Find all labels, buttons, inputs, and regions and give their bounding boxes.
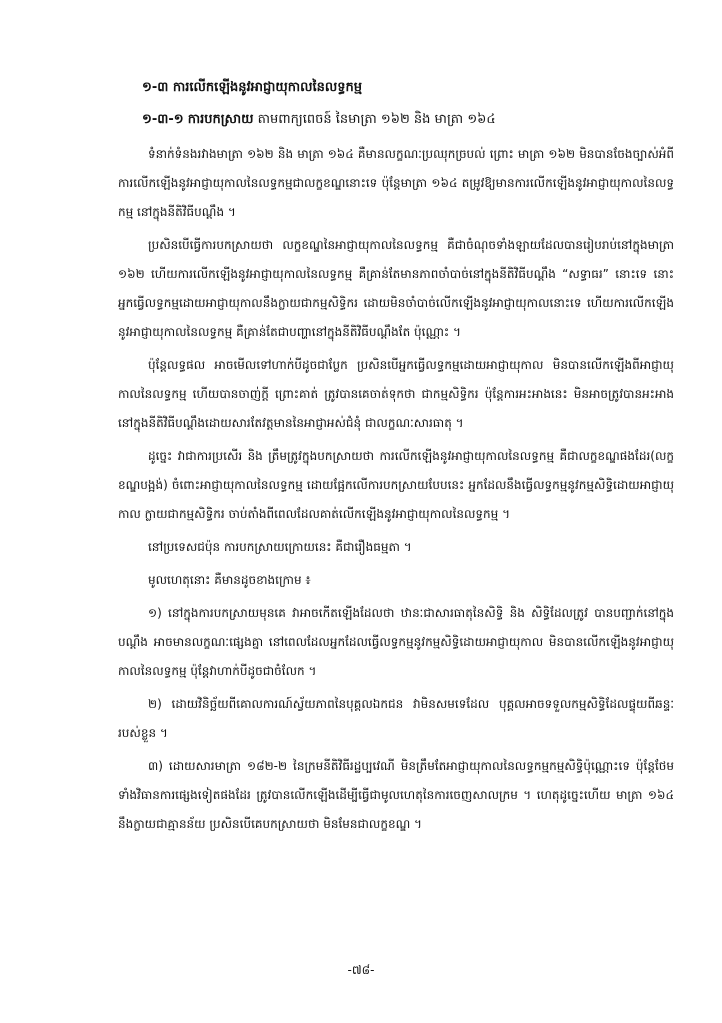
page-content [118, 78, 674, 843]
list-item: ២) ដោយវិនិច្ឆ័យពីគោលការណ៍ស្វ័យភាពនៃបុគ្គលឯកជន វាមិនសមទេដែល បុគ្គលអាចទទួលកម្មសិទ្ធិដែលផ្ទុយពីឆន្ទៈរបស់ខ្លួន ។ [118, 697, 674, 740]
section-heading: ១-៣ ការលើកឡើងនូវអាជ្ញាយុកាលនៃលទ្ធកម្ម [142, 80, 363, 95]
list-item: ១) នៅក្នុងការបកស្រាយមុនគេ វាអាចកើតឡើងដែលថា ឋានៈជាសារធាតុនៃសិទ្ធិ និង សិទ្ធិដែលត្រូវ បានបញ្ជាក់នៅក្នុងបណ្តឹង អាចមានលក្ខណៈផ្សេងគ្នា នៅពេលដែលអ្នកដែលធ្វើលទ្ធកម្មនូវកម្មសិទ្ធិដោយអាជ្ញាយុកាល មិនបានលើកឡើងនូវអាជ្ញាយុកាលនៃលទ្ធកម្ម ប៉ុន្តែវាហាក់បីដូចជាចំលែក ។ [118, 606, 674, 678]
subsection-heading [142, 110, 674, 130]
paragraph: នៅប្រទេសជប៉ុន ការបកស្រាយក្រោយនេះ គឺជារឿងធម្មតា ។ [148, 540, 412, 554]
paragraph: ដូច្នេះ វាជាការប្រសើរ និង ត្រឹមត្រូវក្នុងបកស្រាយថា ការលើកឡើងនូវអាជ្ញាយុកាលនៃលទ្ធកម្ម គឺជាលក្ខខណ្ឌផងដែរ(លក្ខខណ្ឌបង្អង់) ចំពោះអាជ្ញាយុកាលនៃលទ្ធកម្ម ដោយផ្អែកលើការបកស្រាយបែបនេះ អ្នកដែលនឹងធ្វើលទ្ធកម្មនូវកម្មសិទ្ធិដោយអាជ្ញាយុកាល ក្លាយជាកម្មសិទ្ធិករ ចាប់តាំងពីពេលដែលគាត់លើកឡើងនូវអាជ្ញាយុកាលនៃលទ្ធកម្ម ។ [118, 449, 674, 521]
paragraph: ប្រសិនបើធ្វើការបកស្រាយថា លក្ខខណ្ឌនៃអាជ្ញាយុកាលនៃលទ្ធកម្ម គឺជាចំណុចទាំងឡាយដែលបានរៀបរាប់នៅក្នុងមាត្រា ១៦២ ហើយការលើកឡើងនូវអាជ្ញាយុកាលនៃលទ្ធកម្ម គឺគ្រាន់តែមានភាពចាំបាច់នៅក្នុងនីតិវិធីបណ្តឹង “សទ្ធាធរ” នោះទេ នោះអ្នកធ្វើលទ្ធកម្មដោយអាជ្ញាយុកាលនឹងក្លាយជាកម្មសិទ្ធិករ ដោយមិនចាំបាច់លើកឡើងនូវអាជ្ញាយុកាលនោះទេ ហើយការលើកឡើងនូវអាជ្ញាយុកាលនៃលទ្ធកម្ម គឺគ្រាន់តែជាបញ្ហានៅក្នុងនីតិវិធីបណ្តឹងតែ ប៉ុណ្ណោះ ។ [118, 238, 674, 339]
paragraph: មូលហេតុនោះ គឺមានដូចខាងក្រោម ៖ [148, 573, 311, 587]
subsection-number: ១-៣-១ [142, 112, 184, 127]
subsection-text: តាមពាក្យពេចន៍ នៃមាត្រា ១៦២ និង មាត្រា ១៦៤ [257, 112, 496, 127]
paragraph: ទំនាក់ទំនងរវាងមាត្រា ១៦២ និង មាត្រា ១៦៤ គឺមានលក្ខណៈប្រឈុកច្របល់ ព្រោះ មាត្រា ១៦២ មិនបានចែងច្បាស់អំពី ការលើកឡើងនូវអាជ្ញាយុកាលនៃលទ្ធកម្មជាលក្ខខណ្ឌនោះទេ ប៉ុន្តែមាត្រា ១៦៤ តម្រូវឱ្យមានការលើកឡើងនូវអាជ្ញាយុកាលនៃលទ្ធកម្ម នៅក្នុងនីតិវិធីបណ្តឹង ។ [118, 147, 674, 219]
subsection-label: ការបកស្រាយ [187, 112, 254, 127]
paragraph: ប៉ុន្តែលទ្ធផល អាចមើលទៅហាក់បីដូចជាប្លែក ប្រសិនបើអ្នកធ្វើលទ្ធកម្មដោយអាជ្ញាយុកាល មិនបានលើកឡើងពីអាជ្ញាយុកាលនៃលទ្ធកម្ម ហើយបានចាញ់ក្តី ព្រោះគាត់ ត្រូវបានគេចាត់ទុកថា ជាកម្មសិទ្ធិករ ប៉ុន្តែការអះអាងនេះ មិនអាចត្រូវបានអះអាងនៅក្នុងនីតិវិធីបណ្តឹងដោយសារតែវត្តមាននៃអាជ្ញាអស់ជំនុំ ជាលក្ខណៈសារធាតុ ។ [118, 358, 674, 430]
list-item: ៣) ដោយសារមាត្រា ១៨២-២ នៃក្រមនីតិវិធីរដ្ឋប្បវេណី មិនត្រឹមតែអាជ្ញាយុកាលនៃលទ្ធកម្មកម្មសិទ្ធិប៉ុណ្ណោះទេ ប៉ុន្តែថែមទាំងវិធានការផ្សេងទៀតផងដែរ ត្រូវបានលើកឡើងដើម្បីធ្វើជាមូលហេតុនៃការចេញសាលក្រម ។ ហេតុដូច្នេះហើយ មាត្រា ១៦៤ នឹងក្លាយជាគ្មានន័យ ប្រសិនបើគេបកស្រាយថា មិនមែនជាលក្ខខណ្ឌ ។ [118, 759, 674, 831]
page-number: -៧៨- [347, 963, 375, 977]
